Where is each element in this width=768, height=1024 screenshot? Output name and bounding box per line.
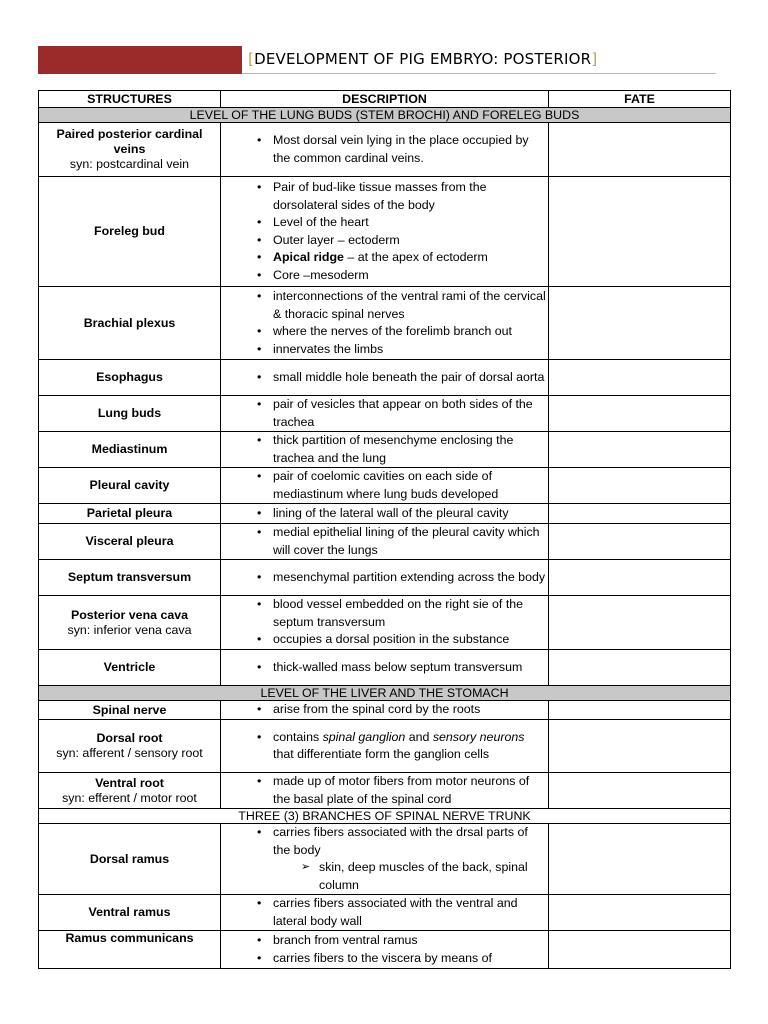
- description-item: • where the nerves of the forelimb branch out: [221, 323, 548, 341]
- structure-synonym: syn: efferent / motor root: [62, 790, 197, 805]
- description-item: • occupies a dorsal position in the substance: [221, 631, 548, 649]
- description-term: Apical ridge: [273, 250, 344, 264]
- structures-table: [38, 90, 731, 969]
- description-item: • Core –mesoderm: [221, 267, 548, 285]
- description-item: • blood vessel embedded on the right sie of the septum transversum: [221, 596, 548, 631]
- description-subitem: ➢ skin, deep muscles of the back, spinal column: [221, 859, 548, 894]
- fate-cell: [549, 560, 731, 596]
- description-item: • made up of motor fibers from motor neurons of the basal plate of the spinal cord: [221, 773, 548, 808]
- description-item: • Level of the heart: [221, 214, 548, 232]
- table-row: [39, 123, 731, 177]
- table-row: [39, 931, 731, 969]
- page-title: [DEVELOPMENT OF PIG EMBRYO: POSTERIOR]: [248, 50, 598, 68]
- structure-name: Foreleg bud: [94, 224, 165, 238]
- table-header-row: [39, 91, 731, 108]
- description-item: • branch from ventral ramus: [221, 932, 548, 950]
- fate-cell: [549, 177, 731, 287]
- fate-cell: [549, 504, 731, 524]
- table-row: [39, 560, 731, 596]
- table-row: [39, 360, 731, 396]
- fate-cell: [549, 701, 731, 720]
- description-item: • lining of the lateral wall of the pleural cavity: [221, 505, 548, 523]
- section-row: LEVEL OF THE LUNG BUDS (STEM BROCHI) AND FORELEG BUDS: [39, 108, 731, 123]
- header-rule: [242, 73, 716, 74]
- table-row: [39, 720, 731, 773]
- table-row: [39, 895, 731, 931]
- description-item: • thick-walled mass below septum transversum: [221, 659, 548, 677]
- description-item: • mesenchymal partition extending across the body: [221, 569, 548, 587]
- description-item: • Outer layer – ectoderm: [221, 232, 548, 250]
- structure-name: Brachial plexus: [83, 315, 176, 330]
- description-item: • Apical ridge – at the apex of ectoderm: [221, 249, 548, 267]
- table-row: [39, 701, 731, 720]
- table-row: [39, 177, 731, 287]
- fate-cell: [549, 123, 731, 177]
- fate-cell: [549, 895, 731, 931]
- structure-name: Ventricle: [103, 660, 156, 674]
- fate-cell: [549, 824, 731, 895]
- description-item: • carries fibers associated with the drsal parts of the body: [221, 824, 548, 859]
- fate-cell: [549, 720, 731, 773]
- fate-cell: [549, 650, 731, 686]
- structure-name: Dorsal root: [96, 731, 163, 745]
- table-row: [39, 824, 731, 895]
- fate-cell: [549, 287, 731, 360]
- description-item: • innervates the limbs: [221, 341, 548, 359]
- structure-name: Ventral ramus: [88, 905, 171, 919]
- description-item: • Pair of bud-like tissue masses from the dorsolateral sides of the body: [221, 179, 548, 214]
- structure-name: Spinal nerve: [92, 702, 167, 717]
- structure-name: Lung buds: [97, 406, 162, 420]
- structure-synonym: syn: inferior vena cava: [67, 622, 192, 637]
- fate-cell: [549, 360, 731, 396]
- table-row: [39, 287, 731, 360]
- structure-synonym: syn: afferent / sensory root: [56, 746, 203, 760]
- table-row: [39, 396, 731, 432]
- description-item: • contains spinal ganglion and sensory neurons that differentiate form the ganglion cells: [221, 729, 548, 764]
- description-item: • pair of coelomic cavities on each side of mediastinum where lung buds developed: [221, 468, 548, 503]
- section-row: LEVEL OF THE LIVER AND THE STOMACH: [39, 686, 731, 701]
- table-row: [39, 432, 731, 468]
- table-row: [39, 596, 731, 650]
- structure-name: Septum transversum: [67, 570, 192, 584]
- table-row: [39, 650, 731, 686]
- table-row: [39, 773, 731, 809]
- description-item: • small middle hole beneath the pair of dorsal aorta: [221, 369, 548, 387]
- column-header-structures: STRUCTURES: [39, 91, 221, 108]
- fate-cell: [549, 773, 731, 809]
- description-item: • thick partition of mesenchyme enclosing the trachea and the lung: [221, 432, 548, 467]
- description-item: • carries fibers associated with the ventral and lateral body wall: [221, 895, 548, 930]
- description-item: • carries fibers to the viscera by means of: [221, 950, 548, 968]
- description-item: • medial epithelial lining of the pleural cavity which will cover the lungs: [221, 524, 548, 559]
- table-row: [39, 504, 731, 524]
- structure-synonym: syn: postcardinal vein: [69, 157, 190, 171]
- description-item: • pair of vesicles that appear on both sides of the trachea: [221, 396, 548, 431]
- table-row: [39, 468, 731, 504]
- structure-name: Posterior vena cava: [70, 607, 189, 622]
- structure-name: Dorsal ramus: [89, 851, 170, 866]
- fate-cell: [549, 931, 731, 969]
- structure-name: Parietal pleura: [86, 506, 173, 520]
- fate-cell: [549, 596, 731, 650]
- table-row: [39, 524, 731, 560]
- structure-name: Ramus communicans: [65, 931, 194, 945]
- structure-name: Esophagus: [96, 370, 163, 384]
- header-accent-bar: [38, 46, 242, 74]
- description-item: • arise from the spinal cord by the roots: [221, 701, 548, 719]
- column-header-description: DESCRIPTION: [221, 91, 549, 108]
- structure-name: Ventral root: [95, 775, 164, 790]
- fate-cell: [549, 524, 731, 560]
- structure-name: Visceral pleura: [85, 534, 174, 548]
- structure-name: Mediastinum: [91, 442, 168, 456]
- structure-name: Pleural cavity: [89, 478, 170, 492]
- section-row: THREE (3) BRANCHES OF SPINAL NERVE TRUNK: [39, 809, 731, 824]
- description-item: • Most dorsal vein lying in the place occupied by the common cardinal veins.: [221, 132, 548, 167]
- fate-cell: [549, 468, 731, 504]
- description-item: • interconnections of the ventral rami of the cervical & thoracic spinal nerves: [221, 288, 548, 323]
- structure-name: Paired posterior cardinal veins: [56, 127, 203, 156]
- fate-cell: [549, 432, 731, 468]
- fate-cell: [549, 396, 731, 432]
- column-header-fate: FATE: [549, 91, 731, 108]
